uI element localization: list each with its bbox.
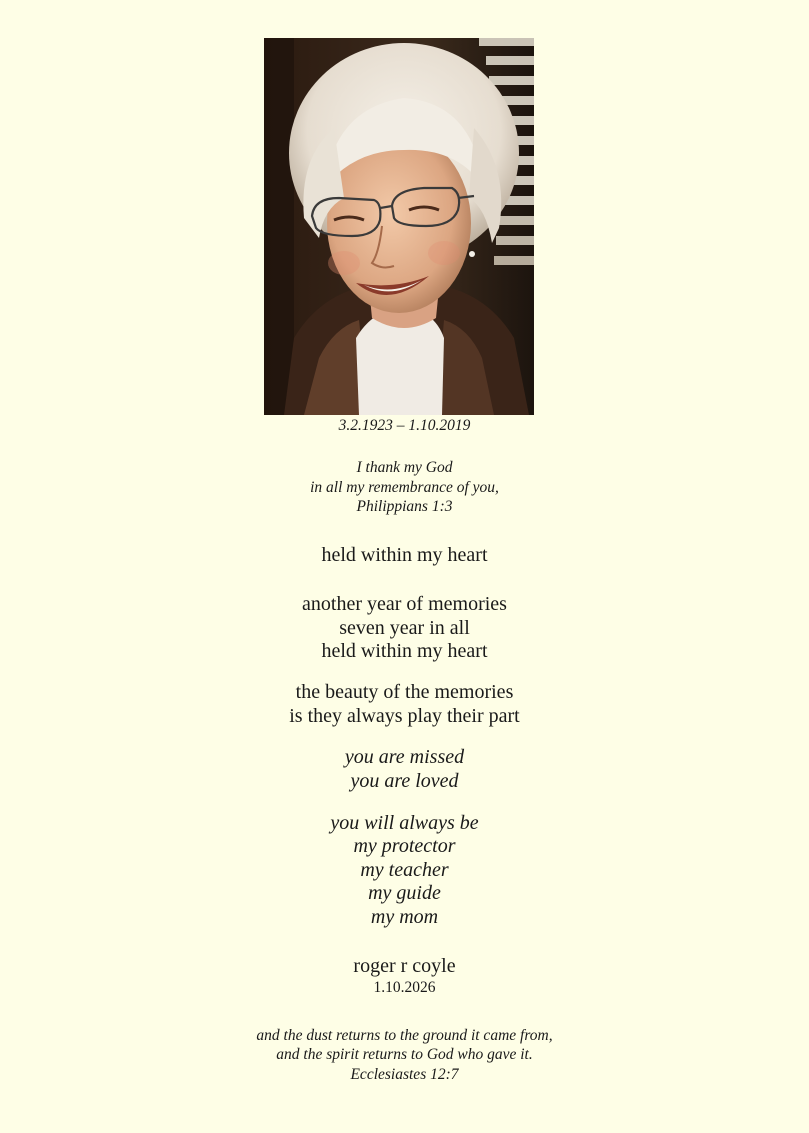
poem-line: held within my heart [321, 640, 488, 662]
poem-line: my mom [370, 906, 439, 928]
poem-line: my protector [353, 835, 456, 857]
poem-line: you are loved [350, 770, 459, 792]
top-verse-line-1: I thank my God [356, 459, 453, 476]
bottom-verse-line-2: and the spirit returns to God who gave it. [276, 1046, 533, 1063]
bottom-verse-reference: Ecclesiastes 12:7 [350, 1066, 459, 1083]
poem-title: held within my heart [321, 544, 488, 566]
top-verse-line-2: in all my remembrance of you, [310, 479, 499, 496]
poem-line: you will always be [330, 812, 479, 834]
bottom-verse-line-1: and the dust returns to the ground it came from, [256, 1027, 553, 1044]
signature-date: 1.10.2026 [373, 979, 436, 996]
author-signature: roger r coyle [353, 955, 456, 977]
life-dates: 3.2.1923 – 1.10.2019 [338, 417, 471, 434]
poem-line: my teacher [360, 859, 449, 881]
poem-line: is they always play their part [289, 705, 520, 727]
poem-line: my guide [368, 882, 441, 904]
portrait-photo [264, 38, 534, 415]
poem-line: another year of memories [302, 593, 507, 615]
poem-line: seven year in all [339, 617, 470, 639]
poem-line: the beauty of the memories [295, 681, 514, 703]
poem-line: you are missed [344, 746, 465, 768]
top-verse-reference: Philippians 1:3 [356, 498, 453, 515]
